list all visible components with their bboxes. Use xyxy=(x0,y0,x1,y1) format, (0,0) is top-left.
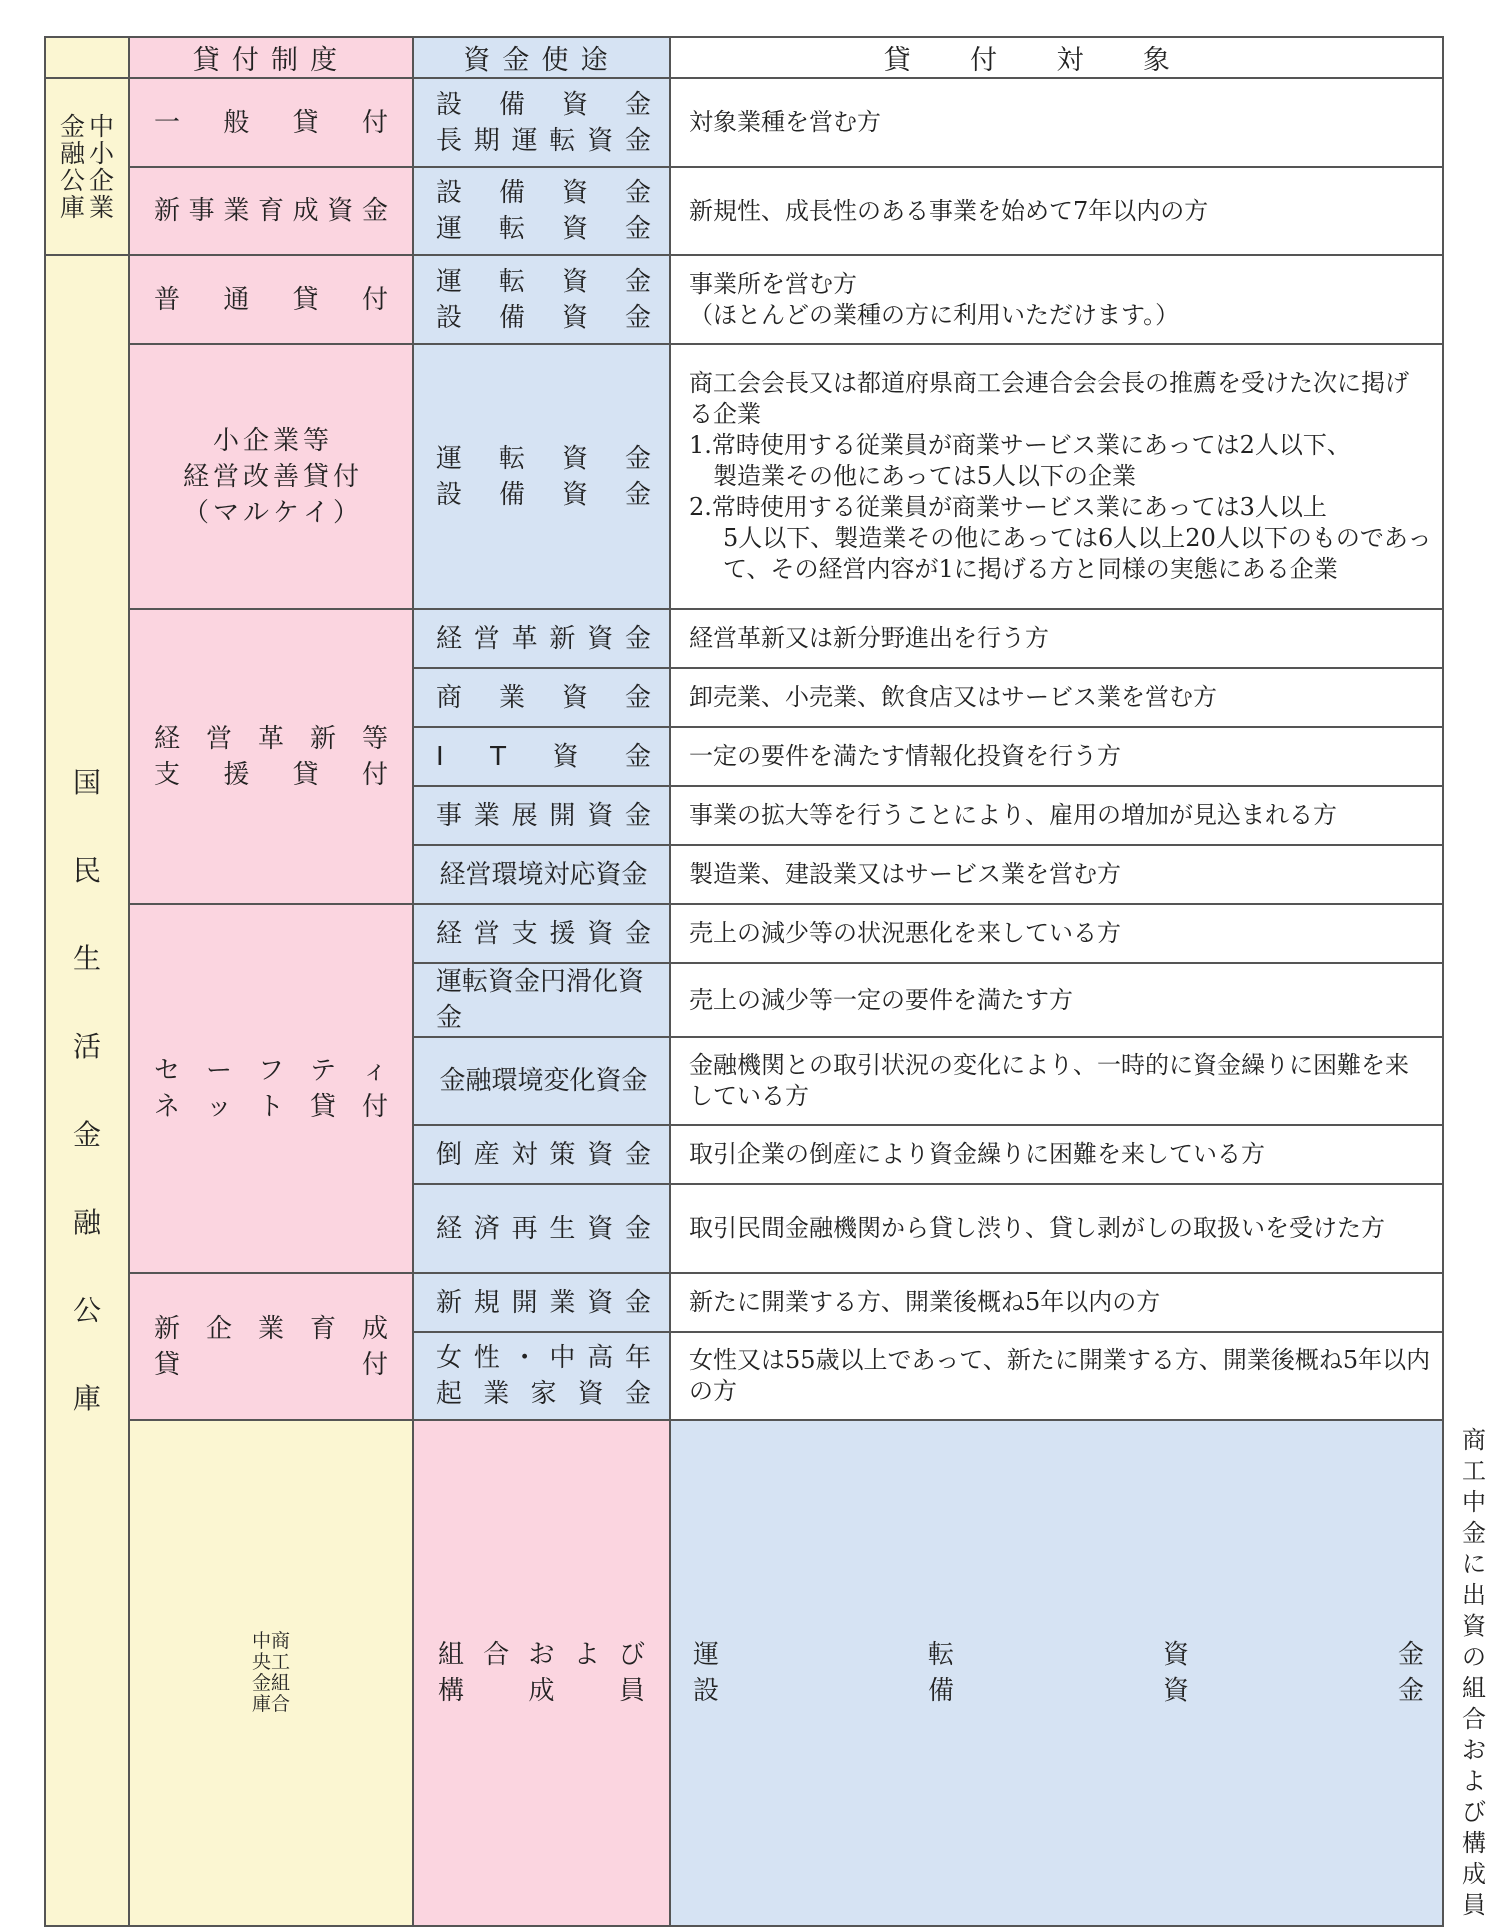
char: 展 xyxy=(511,800,538,831)
system-label xyxy=(154,105,388,141)
target-cell: 一定の要件を満たす情報化投資を行う方 xyxy=(670,727,1443,786)
target-cell: 売上の減少等一定の要件を満たす方 xyxy=(670,963,1443,1037)
use-cell xyxy=(413,1125,670,1184)
char: 高 xyxy=(587,1343,614,1373)
char: 民 xyxy=(72,853,101,887)
use-label xyxy=(436,441,651,513)
char: 経 xyxy=(436,918,463,949)
char: ネ xyxy=(154,1091,181,1122)
char: 庫 xyxy=(72,1381,101,1415)
char: 経 xyxy=(436,623,463,654)
char: 金 xyxy=(624,178,651,208)
char: 企 xyxy=(205,1313,232,1344)
use-cell xyxy=(413,845,670,904)
char: 資 xyxy=(552,741,579,772)
char: ル xyxy=(242,497,269,528)
table-row xyxy=(45,344,1443,609)
char: 等 xyxy=(303,425,330,456)
char: 成 xyxy=(361,1313,388,1344)
use-cell xyxy=(413,668,670,727)
target-cell xyxy=(670,78,1443,167)
header-use: 資金使途 xyxy=(413,37,670,78)
char: 通 xyxy=(223,284,250,315)
table-row xyxy=(45,1273,1443,1332)
use-label xyxy=(436,87,651,159)
char: 新 xyxy=(309,723,336,754)
target-intro: 商工会会長又は都道府県商工会連合会会長の推薦を受けた次に掲げる企業 xyxy=(689,369,1409,428)
char: 金 xyxy=(624,1287,651,1318)
char: 備 xyxy=(498,479,525,510)
char: 家 xyxy=(530,1379,557,1409)
char: 設 xyxy=(693,1676,720,1706)
char: 規 xyxy=(473,1287,500,1318)
org-shoko xyxy=(129,1420,413,1926)
char: 金 xyxy=(624,623,651,654)
char: 支 xyxy=(154,759,181,790)
use-label xyxy=(693,1637,1424,1709)
target-line: （ほとんどの業種の方に利用いただけます。） xyxy=(689,300,1180,329)
char: 営 xyxy=(205,723,232,754)
system-label xyxy=(154,1053,388,1125)
system-cell xyxy=(129,344,413,609)
target-text xyxy=(689,196,1432,227)
char: 新 xyxy=(549,623,576,654)
char: 援 xyxy=(223,759,250,790)
char: 営 xyxy=(473,918,500,949)
char: よ xyxy=(573,1640,600,1670)
char: 育 xyxy=(309,1313,336,1344)
char: 金 xyxy=(1397,1640,1424,1670)
char: 運 xyxy=(436,443,463,474)
use-label xyxy=(436,1211,651,1247)
use-cell xyxy=(413,904,670,963)
char: 貸 xyxy=(292,107,319,138)
char: 経 xyxy=(154,723,181,754)
char: 金 xyxy=(624,89,651,120)
target-item2: 2.常時使用する従業員が商業サービス業にあっては3人以上 xyxy=(689,493,1327,521)
system-cell xyxy=(129,904,413,1273)
use-label xyxy=(436,175,651,247)
char: 事 xyxy=(188,196,215,226)
char: 経 xyxy=(436,1213,463,1244)
char: 金 xyxy=(624,214,651,244)
char: 資 xyxy=(1162,1640,1189,1670)
char: 革 xyxy=(257,723,284,754)
target-cell: 新たに開業する方、開業後概ね5年以内の方 xyxy=(670,1273,1443,1332)
char: ー xyxy=(205,1055,232,1086)
system-label xyxy=(154,721,388,793)
char: 支 xyxy=(511,918,538,949)
char: 資 xyxy=(587,623,614,654)
table-row xyxy=(45,904,1443,963)
char: 生 xyxy=(72,941,101,975)
system-cell xyxy=(129,255,413,344)
target-cell: 売上の減少等の状況悪化を来している方 xyxy=(670,904,1443,963)
system-label xyxy=(154,282,388,318)
use-cell xyxy=(670,1420,1443,1926)
char: 貸 xyxy=(292,284,319,315)
char: 融 xyxy=(72,1205,101,1239)
char: 転 xyxy=(498,443,525,474)
char: 業 xyxy=(483,1379,510,1409)
use-label: 経営環境対応資金 xyxy=(439,859,648,890)
use-label xyxy=(436,264,651,336)
char: 起 xyxy=(436,1379,463,1409)
use-label xyxy=(436,739,651,775)
char: 改 xyxy=(242,461,269,492)
char: 経 xyxy=(182,461,209,492)
char: 運 xyxy=(511,125,538,156)
org-chukin-col1: 中小企業 xyxy=(88,111,114,222)
char: 業 xyxy=(273,425,300,456)
char: 備 xyxy=(498,89,525,120)
target-item1: 1.常時使用する従業員が商業サービス業にあっては2人以下、 xyxy=(689,431,1351,459)
system-cell xyxy=(129,167,413,255)
char: 策 xyxy=(549,1139,576,1170)
header-corner xyxy=(45,37,129,78)
char: 設 xyxy=(436,89,463,120)
char: 貸 xyxy=(292,759,319,790)
use-cell xyxy=(413,609,670,668)
table-row xyxy=(45,255,1443,344)
char: I xyxy=(436,741,444,772)
char: 業 xyxy=(549,1287,576,1318)
char: 金 xyxy=(624,918,651,949)
system-cell xyxy=(413,1420,670,1926)
char: 再 xyxy=(511,1213,538,1244)
char: 資 xyxy=(587,125,614,156)
header-target: 貸付対象 xyxy=(670,37,1443,78)
char: 合 xyxy=(483,1640,510,1670)
char: 公 xyxy=(72,1293,101,1327)
char: 性 xyxy=(473,1343,500,1373)
use-label xyxy=(436,680,651,716)
char: 業 xyxy=(223,196,250,226)
char: 金 xyxy=(624,800,651,831)
use-cell xyxy=(413,78,670,167)
target-item1b: 製造業その他にあっては5人以下の企業 xyxy=(713,462,1137,490)
use-cell xyxy=(413,727,670,786)
target-cell xyxy=(670,344,1443,609)
target-item2b: 5人以下、製造業その他にあっては6人以上20人以下のものであって、その経営内容が1に掲げる方と同様の実態にある企業 xyxy=(723,524,1432,583)
char: 貸 xyxy=(309,1091,336,1122)
char: 貸 xyxy=(303,461,330,492)
char: 援 xyxy=(549,918,576,949)
use-label xyxy=(436,1285,651,1321)
char: 資 xyxy=(327,196,354,226)
char: 金 xyxy=(1397,1676,1424,1706)
char: 金 xyxy=(624,741,651,772)
target-cell: 卸売業、小売業、飲食店又はサービス業を営む方 xyxy=(670,668,1443,727)
char: 資 xyxy=(587,800,614,831)
char: 新 xyxy=(154,1313,181,1344)
use-cell xyxy=(413,1037,670,1125)
use-label xyxy=(436,1137,651,1173)
char: 構 xyxy=(438,1676,465,1706)
target-cell: 経営革新又は新分野進出を行う方 xyxy=(670,609,1443,668)
char: 資 xyxy=(561,302,588,333)
char: び xyxy=(618,1640,645,1670)
char: 金 xyxy=(624,266,651,297)
target-cell xyxy=(670,255,1443,344)
use-label: 金融環境変化資金 xyxy=(439,1066,648,1096)
char: 年 xyxy=(624,1343,651,1373)
target-cell: 製造業、建設業又はサービス業を営む方 xyxy=(670,845,1443,904)
char: 善 xyxy=(273,461,300,492)
target-cell: 事業の拡大等を行うことにより、雇用の増加が見込まれる方 xyxy=(670,786,1443,845)
char: 備 xyxy=(927,1676,954,1706)
char: 資 xyxy=(587,1139,614,1170)
org-kokumin-label xyxy=(46,739,128,1443)
use-label xyxy=(436,798,651,834)
char: 付 xyxy=(361,107,388,138)
char: 小 xyxy=(212,425,239,456)
use-cell xyxy=(413,344,670,609)
char: 等 xyxy=(361,723,388,754)
char: 資 xyxy=(561,178,588,208)
org-chukin-col2: 金融公庫 xyxy=(59,111,85,222)
char: 付 xyxy=(361,284,388,315)
org-chukin xyxy=(45,78,129,255)
use-label: 運転資金円滑化資金 xyxy=(436,967,645,1033)
char: 金 xyxy=(624,443,651,474)
target-cell: 取引民間金融機関から貸し渋り、貸し剥がしの取扱いを受けた方 xyxy=(670,1184,1443,1273)
char: 長 xyxy=(436,125,463,156)
char: 育 xyxy=(257,196,284,226)
target-text xyxy=(689,269,1432,331)
table-row xyxy=(45,609,1443,668)
target-line: 事業所を営む方 xyxy=(689,269,857,298)
target-line: 新規性、成長性のある事業を始めて7年以内の方 xyxy=(689,196,1209,225)
char: 開 xyxy=(511,1287,538,1318)
system-label xyxy=(154,193,388,229)
header-row xyxy=(45,37,1443,78)
char: 資 xyxy=(587,1213,614,1244)
use-cell xyxy=(413,1273,670,1332)
char: 金 xyxy=(624,682,651,713)
char: マ xyxy=(212,497,239,528)
char: ） xyxy=(333,497,360,528)
char: 新 xyxy=(154,196,181,226)
table-row xyxy=(45,78,1443,167)
char: 一 xyxy=(154,107,181,138)
char: 資 xyxy=(561,214,588,244)
target-cell xyxy=(670,167,1443,255)
target-cell: 取引企業の倒産により資金繰りに困難を来している方 xyxy=(670,1125,1443,1184)
loan-table xyxy=(44,36,1486,1927)
char: 転 xyxy=(549,125,576,156)
char: 設 xyxy=(436,302,463,333)
char: 革 xyxy=(511,623,538,654)
table-row xyxy=(45,167,1443,255)
char: 事 xyxy=(436,800,463,831)
char: （ xyxy=(182,497,209,528)
char: 備 xyxy=(498,178,525,208)
char: 新 xyxy=(436,1287,463,1318)
char: 運 xyxy=(436,214,463,244)
use-cell xyxy=(413,1184,670,1273)
use-cell xyxy=(413,963,670,1037)
use-label xyxy=(436,916,651,952)
use-cell xyxy=(413,786,670,845)
char: 運 xyxy=(693,1640,720,1670)
char: 業 xyxy=(498,682,525,713)
char: 金 xyxy=(72,1117,101,1151)
use-cell xyxy=(413,1332,670,1420)
target-text xyxy=(689,107,1432,138)
char: 金 xyxy=(624,1213,651,1244)
char: ・ xyxy=(511,1343,538,1373)
org-shoko-col2: 中央金庫 xyxy=(252,1630,272,1715)
system-cell xyxy=(129,1273,413,1420)
system-cell xyxy=(129,78,413,167)
char: 期 xyxy=(473,125,500,156)
char: 倒 xyxy=(436,1139,463,1170)
system-label xyxy=(154,423,388,531)
char: 中 xyxy=(549,1343,576,1373)
char: 付 xyxy=(333,461,360,492)
char: 金 xyxy=(624,302,651,333)
char: 資 xyxy=(587,1287,614,1318)
char: 転 xyxy=(927,1640,954,1670)
char: 般 xyxy=(223,107,250,138)
char: 設 xyxy=(436,479,463,510)
char: 転 xyxy=(498,266,525,297)
char: 資 xyxy=(561,89,588,120)
char: 国 xyxy=(72,765,101,799)
target-cell: 金融機関との取引状況の変化により、一時的に資金繰りに困難を来している方 xyxy=(670,1037,1443,1125)
char: 対 xyxy=(511,1139,538,1170)
char: 営 xyxy=(212,461,239,492)
target-line: 対象業種を営む方 xyxy=(689,108,881,136)
char: 女 xyxy=(436,1343,463,1373)
char: 資 xyxy=(1162,1676,1189,1706)
char: 資 xyxy=(577,1379,604,1409)
char: 員 xyxy=(618,1676,645,1706)
char: 成 xyxy=(528,1676,555,1706)
char: 普 xyxy=(154,284,181,315)
char: 設 xyxy=(436,178,463,208)
char: 資 xyxy=(561,266,588,297)
char: ィ xyxy=(361,1055,388,1086)
char: 資 xyxy=(587,918,614,949)
char: 金 xyxy=(624,1379,651,1409)
char: 資 xyxy=(561,443,588,474)
char: 付 xyxy=(361,759,388,790)
system-cell xyxy=(129,609,413,904)
char: 金 xyxy=(624,1139,651,1170)
char: 資 xyxy=(561,682,588,713)
org-kokumin xyxy=(45,255,129,1926)
char: T xyxy=(490,741,507,772)
char: イ xyxy=(303,497,330,528)
table-row: 商工組合 中央金庫 組 合 お よ び 構 成 員 運 転 資 金 設 備 資 金 商工中金に出資の組合および構成員 xyxy=(45,1420,1443,1926)
char: 備 xyxy=(498,302,525,333)
org-shoko-col1: 商工組合 xyxy=(271,1630,291,1715)
char: 産 xyxy=(473,1139,500,1170)
char: 金 xyxy=(624,125,651,156)
char: 業 xyxy=(257,1313,284,1344)
char: ッ xyxy=(205,1091,232,1122)
char: 開 xyxy=(549,800,576,831)
target-cell: 女性又は55歳以上であって、新たに開業する方、開業後概ね5年以内の方 xyxy=(670,1332,1443,1420)
char: 貸 xyxy=(154,1349,181,1380)
header-system: 貸付制度 xyxy=(129,37,413,78)
char: 付 xyxy=(361,1091,388,1122)
char: ト xyxy=(257,1091,284,1122)
char: 企 xyxy=(242,425,269,456)
char: 成 xyxy=(292,196,319,226)
char: 組 xyxy=(438,1640,465,1670)
char: 運 xyxy=(436,266,463,297)
char: お xyxy=(528,1640,555,1670)
system-label xyxy=(154,1311,388,1383)
system-label xyxy=(438,1637,645,1709)
char: フ xyxy=(257,1055,284,1086)
use-cell xyxy=(413,255,670,344)
use-cell xyxy=(413,167,670,255)
char: テ xyxy=(309,1055,336,1086)
char: 活 xyxy=(72,1029,101,1063)
char: ケ xyxy=(273,497,300,528)
char: 商 xyxy=(436,682,463,713)
char: 金 xyxy=(361,196,388,226)
char: 転 xyxy=(498,214,525,244)
use-label xyxy=(436,1340,651,1412)
char: セ xyxy=(154,1055,181,1086)
char: 生 xyxy=(549,1213,576,1244)
use-label xyxy=(436,621,651,657)
char: 業 xyxy=(473,800,500,831)
char: 済 xyxy=(473,1213,500,1244)
char: 付 xyxy=(361,1349,388,1380)
char: 金 xyxy=(624,479,651,510)
char: 営 xyxy=(473,623,500,654)
char: 資 xyxy=(561,479,588,510)
